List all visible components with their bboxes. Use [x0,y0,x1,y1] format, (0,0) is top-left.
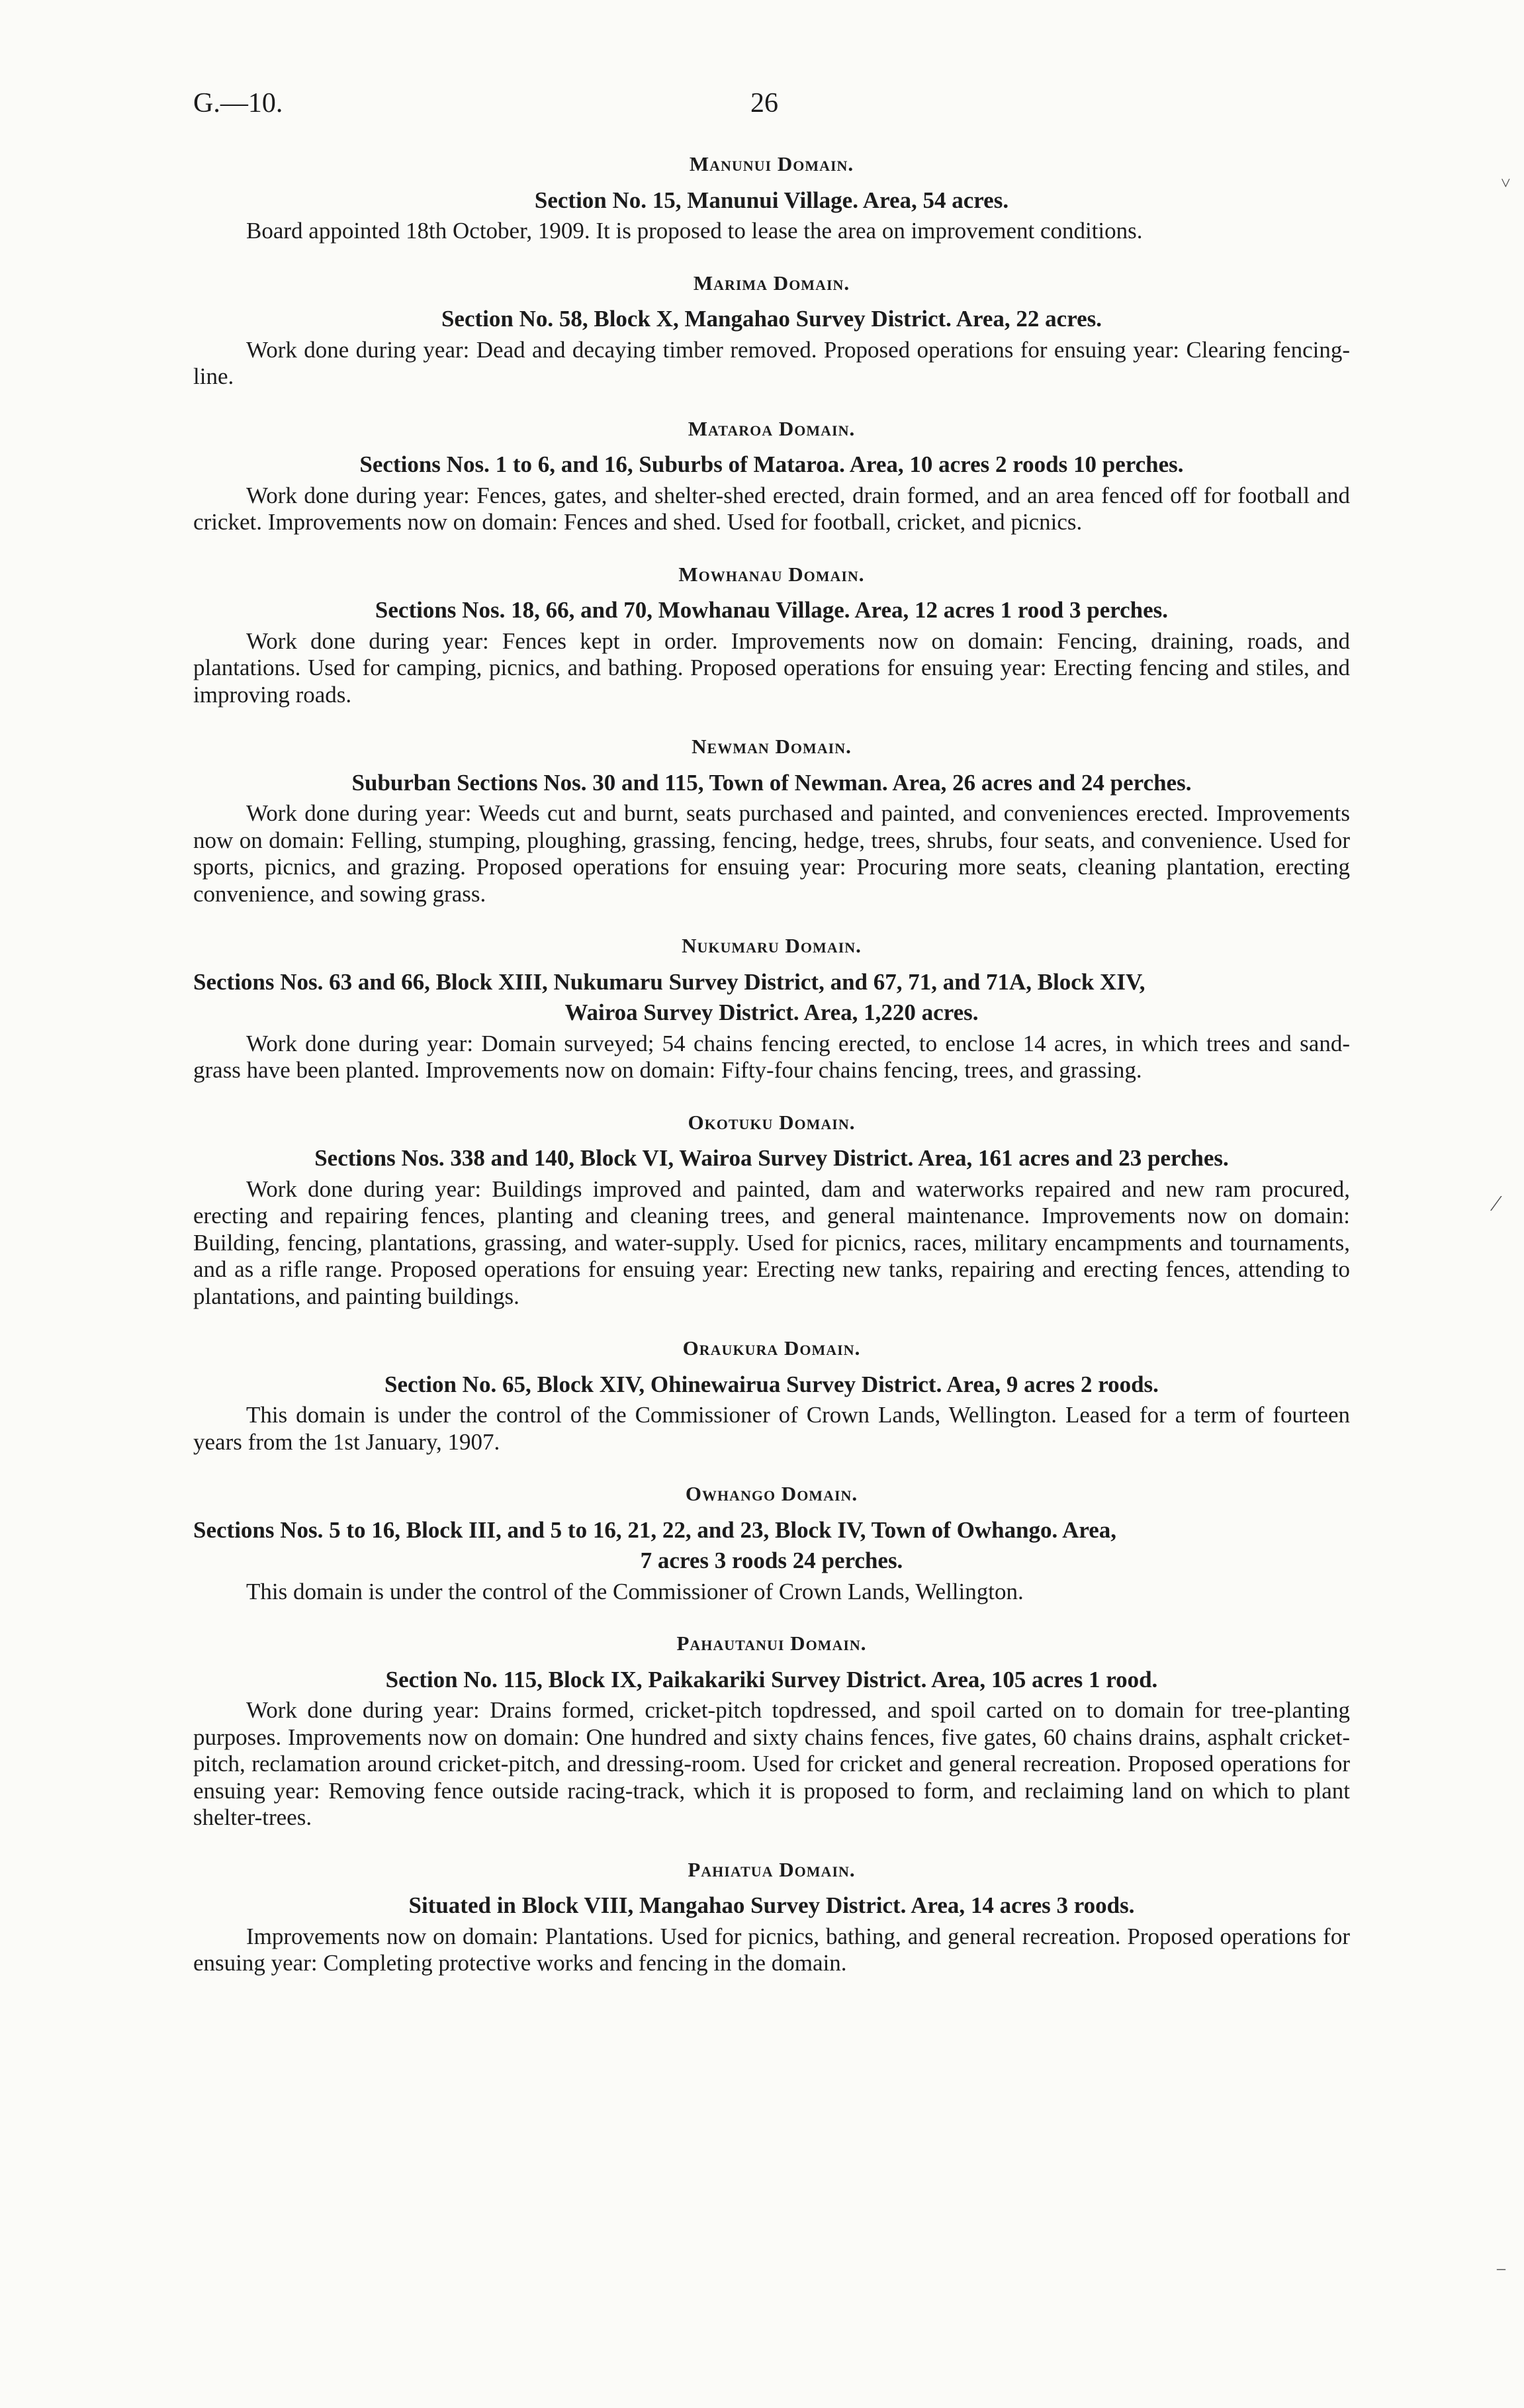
domain-title: Owhango Domain. [685,1482,858,1505]
domain-description: Work done during year: Drains formed, cricket-pitch topdressed, and spoil carted on to domain for tree-planting purposes. Improvements now on domain: One hundred and sixty chains fences, five gates, 60 chains drains, asphalt cricket-pitch, reclamation around cricket-pitch, and dressing-room. Used for cricket and general recreation. Proposed operations for ensuing year: Removing fence outside racing-track, which it is proposed to form, and reclaiming land on which to plant shelter-trees. [193,1697,1350,1830]
domain-description: Improvements now on domain: Plantations. Used for picnics, bathing, and general recreation. Proposed operations for ensuing year: Completing protective works and fencing in the domain. [193,1923,1350,1976]
domain-location: Sections Nos. 1 to 6, and 16, Suburbs of Mataroa. Area, 10 acres 2 roods 10 perches. [359,451,1184,477]
domain-location-continued: Wairoa Survey District. Area, 1,220 acres. [564,999,979,1025]
domain-entry [193,1109,1350,1311]
domain-location-continued: 7 acres 3 roods 24 perches. [640,1548,903,1573]
domain-entry [193,733,1350,907]
domain-entry [193,561,1350,709]
page-header [193,87,1358,127]
domain-location: Section No. 58, Block X, Mangahao Survey District. Area, 22 acres. [441,306,1102,332]
domain-entry [193,1335,1350,1456]
domain-title: Nukumaru Domain. [682,934,862,957]
domain-location: Situated in Block VIII, Mangahao Survey District. Area, 14 acres 3 roods. [408,1892,1135,1918]
domains-list [193,151,1350,2002]
domain-description: Board appointed 18th October, 1909. It is proposed to lease the area on improvement conditions. [246,218,1143,244]
domain-entry [193,1481,1350,1605]
scan-mark: – [1497,2258,1505,2278]
domain-entry [193,1630,1350,1831]
domain-description: Work done during year: Buildings improved and painted, dam and waterworks repaired and new ram procured, erecting and repairing fences, planting and cleaning trees, and general maintenance. Improvements now on domain: Building, fencing, plantations, grassing, and water-supply. Used for picnics, races, military encampments and tournaments, and as a rifle range. Proposed operations for ensuing year: Erecting new tanks, repairing and erecting fences, attending to plantations, and painting buildings. [193,1176,1350,1309]
domain-location: Section No. 115, Block IX, Paikakariki Survey District. Area, 105 acres 1 rood. [385,1666,1158,1692]
domain-entry [193,933,1350,1084]
scan-mark: ˅ [1501,173,1511,193]
domain-entry [193,416,1350,536]
domain-location: Sections Nos. 338 and 140, Block VI, Wairoa Survey District. Area, 161 acres and 23 perches. [314,1145,1229,1171]
domain-location: Sections Nos. 63 and 66, Block XIII, Nukumaru Survey District, and 67, 71, and 71A, Block XIV, [193,968,1145,995]
domain-description: This domain is under the control of the Commissioner of Crown Lands, Wellington. Leased for a term of fourteen years from the 1st January, 1907. [193,1402,1350,1455]
domain-title: Mataroa Domain. [688,416,856,440]
domain-entry [193,1857,1350,1977]
domain-description: This domain is under the control of the Commissioner of Crown Lands, Wellington. [246,1578,1024,1604]
domain-title: Okotuku Domain. [688,1110,856,1134]
domain-title: Mowhanau Domain. [678,562,865,586]
document-reference: G.—10. [193,88,283,118]
domain-title: Oraukura Domain. [682,1336,861,1360]
page-number: 26 [750,88,778,118]
domain-location: Suburban Sections Nos. 30 and 115, Town of Newman. Area, 26 acres and 24 perches. [351,769,1192,796]
domain-description: Work done during year: Fences kept in order. Improvements now on domain: Fencing, draining, roads, and plantations. Used for camping, picnics, and bathing. Proposed operations for ensuing year: Erecting fencing and stiles, and improving roads. [193,627,1350,708]
domain-location: Section No. 15, Manunui Village. Area, 54 acres. [534,187,1009,213]
domain-title: Marima Domain. [693,271,850,295]
domain-title: Pahautanui Domain. [676,1632,867,1655]
domain-title: Manunui Domain. [689,152,854,175]
domain-location: Sections Nos. 18, 66, and 70, Mowhanau Village. Area, 12 acres 1 rood 3 perches. [375,597,1169,623]
scan-mark: ⁄ [1494,1191,1498,1216]
domain-location: Sections Nos. 5 to 16, Block III, and 5 to 16, 21, 22, and 23, Block IV, Town of Owhango. Area, [193,1516,1117,1543]
domain-description: Work done during year: Dead and decaying timber removed. Proposed operations for ensuing year: Clearing fencing-line. [193,336,1350,389]
domain-location: Section No. 65, Block XIV, Ohinewairua Survey District. Area, 9 acres 2 roods. [384,1371,1159,1397]
domain-entry [193,270,1350,391]
domain-description: Work done during year: Fences, gates, and shelter-shed erected, drain formed, and an area fenced off for football and cricket. Improvements now on domain: Fences and shed. Used for football, cricket, and picnics. [193,482,1350,535]
domain-entry [193,151,1350,245]
domain-description: Work done during year: Weeds cut and burnt, seats purchased and painted, and conveniences erected. Improvements now on domain: Felling, stumping, ploughing, grassing, fencing, hedge, trees, shrubs, four seats, and convenience. Used for sports, picnics, and grazing. Proposed operations for ensuing year: Procuring more seats, cleaning plantation, erecting convenience, and sowing grass. [193,800,1350,907]
domain-title: Pahiatua Domain. [688,1857,856,1881]
domain-title: Newman Domain. [692,735,852,758]
domain-description: Work done during year: Domain surveyed; 54 chains fencing erected, to enclose 14 acres, in which trees and sand-grass have been planted. Improvements now on domain: Fifty-four chains fencing, trees, and grassing. [193,1030,1350,1083]
